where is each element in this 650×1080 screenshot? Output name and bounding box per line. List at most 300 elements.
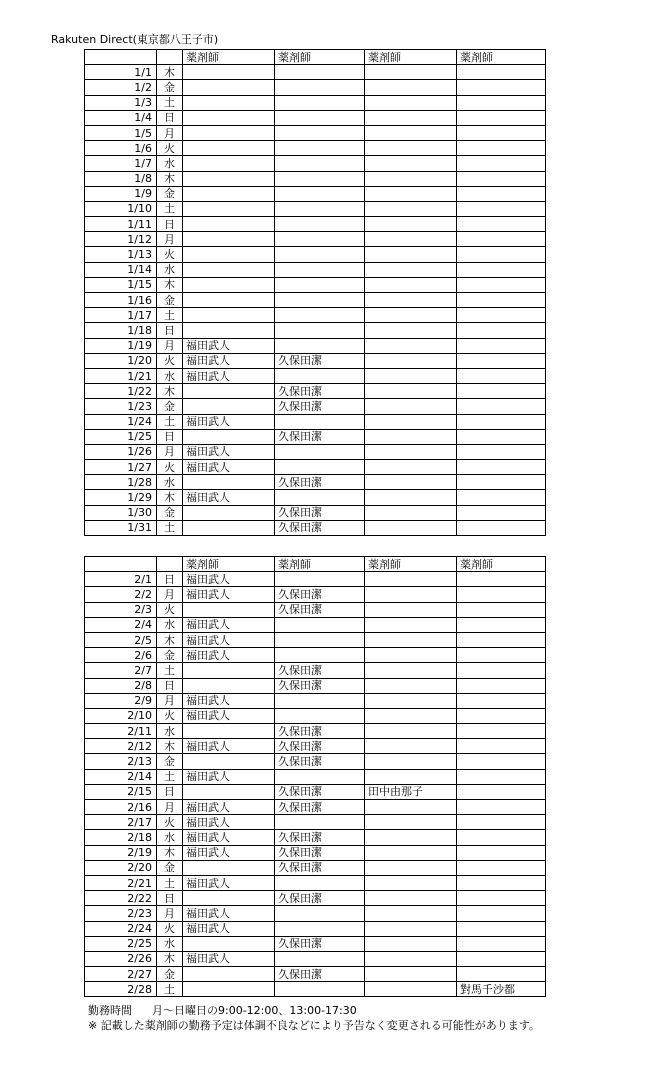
pharmacist-cell [457, 663, 546, 678]
pharmacist-cell [457, 724, 546, 739]
pharmacist-cell [365, 414, 457, 429]
pharmacist-cell [183, 171, 275, 186]
pharmacist-cell [275, 982, 365, 997]
date-cell: 2/1 [85, 572, 157, 587]
pharmacist-cell [365, 505, 457, 520]
pharmacist-cell [183, 724, 275, 739]
pharmacist-cell [365, 906, 457, 921]
date-cell: 2/17 [85, 815, 157, 830]
pharmacist-cell: 福田武人 [183, 617, 275, 632]
date-cell: 1/11 [85, 217, 157, 232]
pharmacist-cell: 久保田潔 [275, 475, 365, 490]
pharmacist-cell [365, 293, 457, 308]
pharmacist-cell: 福田武人 [183, 830, 275, 845]
pharmacist-cell [183, 141, 275, 156]
pharmacist-cell [365, 338, 457, 353]
pharmacist-cell: 福田武人 [183, 845, 275, 860]
date-cell: 2/13 [85, 754, 157, 769]
date-cell: 1/27 [85, 460, 157, 475]
weekday-cell: 土 [157, 982, 183, 997]
pharmacist-cell: 福田武人 [183, 906, 275, 921]
date-cell: 2/4 [85, 617, 157, 632]
schedule-row [85, 875, 546, 890]
pharmacist-cell [457, 967, 546, 982]
schedule-row [85, 444, 546, 459]
weekday-cell: 月 [157, 587, 183, 602]
pharmacist-cell [183, 186, 275, 201]
pharmacist-cell [365, 95, 457, 110]
date-cell: 2/21 [85, 875, 157, 890]
date-cell: 1/22 [85, 384, 157, 399]
pharmacist-cell [275, 201, 365, 216]
working-hours-value: 月～日曜日の9:00-12:00、13:00-17:30 [152, 1004, 357, 1017]
pharmacist-cell [457, 800, 546, 815]
header-pharmacist: 薬剤師 [275, 557, 365, 572]
header-row [85, 50, 546, 65]
date-cell: 2/22 [85, 891, 157, 906]
schedule-row [85, 186, 546, 201]
date-cell: 2/27 [85, 967, 157, 982]
weekday-cell: 日 [157, 217, 183, 232]
pharmacist-cell [365, 617, 457, 632]
pharmacist-cell [183, 429, 275, 444]
pharmacist-cell [275, 247, 365, 262]
date-cell: 1/20 [85, 353, 157, 368]
pharmacist-cell: 田中由那子 [365, 784, 457, 799]
date-cell: 1/13 [85, 247, 157, 262]
pharmacist-cell [275, 65, 365, 80]
date-cell: 1/26 [85, 444, 157, 459]
pharmacist-cell: 福田武人 [183, 444, 275, 459]
schedule-row [85, 262, 546, 277]
pharmacist-cell [275, 232, 365, 247]
pharmacist-cell: 對馬千沙都 [457, 982, 546, 997]
date-cell: 1/25 [85, 429, 157, 444]
pharmacist-cell [183, 95, 275, 110]
pharmacist-cell [183, 891, 275, 906]
date-cell: 1/17 [85, 308, 157, 323]
schedule-row [85, 338, 546, 353]
weekday-cell: 木 [157, 490, 183, 505]
date-cell: 1/3 [85, 95, 157, 110]
pharmacist-cell [275, 460, 365, 475]
weekday-cell: 土 [157, 769, 183, 784]
pharmacist-cell [457, 906, 546, 921]
pharmacist-cell [275, 262, 365, 277]
schedule-row [85, 754, 546, 769]
weekday-cell: 金 [157, 967, 183, 982]
pharmacist-cell [457, 678, 546, 693]
weekday-cell: 火 [157, 815, 183, 830]
pharmacist-cell: 久保田潔 [275, 602, 365, 617]
pharmacist-cell [365, 156, 457, 171]
schedule-row [85, 217, 546, 232]
pharmacist-cell [457, 572, 546, 587]
weekday-cell: 水 [157, 156, 183, 171]
schedule-row [85, 429, 546, 444]
schedule-row [85, 921, 546, 936]
pharmacist-cell [365, 739, 457, 754]
pharmacist-cell: 久保田潔 [275, 399, 365, 414]
weekday-cell: 水 [157, 724, 183, 739]
date-cell: 2/14 [85, 769, 157, 784]
pharmacist-cell: 福田武人 [183, 693, 275, 708]
pharmacist-cell [365, 368, 457, 383]
date-cell: 1/12 [85, 232, 157, 247]
pharmacist-cell [457, 399, 546, 414]
pharmacist-cell [365, 429, 457, 444]
weekday-cell: 火 [157, 141, 183, 156]
pharmacist-cell [365, 800, 457, 815]
pharmacist-cell [183, 860, 275, 875]
pharmacist-cell [183, 247, 275, 262]
pharmacist-cell [183, 293, 275, 308]
pharmacist-cell [457, 784, 546, 799]
date-cell: 1/9 [85, 186, 157, 201]
pharmacist-cell: 福田武人 [183, 414, 275, 429]
weekday-cell: 土 [157, 414, 183, 429]
weekday-cell: 土 [157, 308, 183, 323]
pharmacist-cell [457, 384, 546, 399]
header-pharmacist: 薬剤師 [457, 557, 546, 572]
schedule-row [85, 323, 546, 338]
pharmacist-cell: 久保田潔 [275, 967, 365, 982]
pharmacist-cell [365, 845, 457, 860]
date-cell: 2/7 [85, 663, 157, 678]
pharmacist-cell [457, 293, 546, 308]
date-cell: 2/8 [85, 678, 157, 693]
pharmacist-cell [183, 80, 275, 95]
pharmacist-cell [365, 262, 457, 277]
pharmacist-cell [365, 921, 457, 936]
pharmacist-cell [365, 460, 457, 475]
pharmacist-cell [457, 693, 546, 708]
pharmacist-cell [365, 754, 457, 769]
weekday-cell: 金 [157, 505, 183, 520]
schedule-row [85, 602, 546, 617]
pharmacist-cell [457, 201, 546, 216]
pharmacist-cell: 福田武人 [183, 572, 275, 587]
weekday-cell: 日 [157, 429, 183, 444]
pharmacist-cell [183, 262, 275, 277]
weekday-cell: 月 [157, 444, 183, 459]
date-cell: 1/21 [85, 368, 157, 383]
pharmacist-cell [183, 201, 275, 216]
schedule-row [85, 951, 546, 966]
pharmacist-cell [457, 830, 546, 845]
weekday-cell: 水 [157, 830, 183, 845]
document-title: Rakuten Direct(東京都八王子市) [51, 33, 219, 46]
pharmacist-cell: 久保田潔 [275, 891, 365, 906]
pharmacist-cell [183, 323, 275, 338]
weekday-cell: 日 [157, 891, 183, 906]
schedule-row [85, 739, 546, 754]
pharmacist-cell [275, 769, 365, 784]
schedule-row [85, 247, 546, 262]
pharmacist-cell [365, 982, 457, 997]
schedule-row [85, 80, 546, 95]
schedule-row [85, 141, 546, 156]
date-cell: 1/23 [85, 399, 157, 414]
working-hours-label: 勤務時間 [88, 1004, 132, 1017]
schedule-row [85, 475, 546, 490]
date-cell: 1/10 [85, 201, 157, 216]
pharmacist-cell [457, 587, 546, 602]
date-cell: 1/31 [85, 520, 157, 535]
pharmacist-cell [457, 247, 546, 262]
weekday-cell: 土 [157, 875, 183, 890]
schedule-row [85, 906, 546, 921]
schedule-row [85, 460, 546, 475]
pharmacist-cell [365, 520, 457, 535]
pharmacist-cell [457, 186, 546, 201]
pharmacist-cell: 久保田潔 [275, 860, 365, 875]
schedule-row [85, 505, 546, 520]
weekday-cell: 水 [157, 936, 183, 951]
weekday-cell: 月 [157, 232, 183, 247]
pharmacist-cell [275, 156, 365, 171]
pharmacist-cell: 福田武人 [183, 739, 275, 754]
pharmacist-cell [275, 95, 365, 110]
pharmacist-cell [275, 815, 365, 830]
pharmacist-cell [183, 784, 275, 799]
header-pharmacist: 薬剤師 [365, 50, 457, 65]
pharmacist-cell: 福田武人 [183, 353, 275, 368]
date-cell: 2/26 [85, 951, 157, 966]
header-blank-cell [85, 557, 157, 572]
pharmacist-cell [183, 475, 275, 490]
weekday-cell: 金 [157, 80, 183, 95]
pharmacist-cell [457, 262, 546, 277]
pharmacist-cell [365, 80, 457, 95]
pharmacist-cell [457, 739, 546, 754]
pharmacist-cell [457, 444, 546, 459]
date-cell: 1/19 [85, 338, 157, 353]
pharmacist-cell [275, 414, 365, 429]
pharmacist-cell [365, 247, 457, 262]
pharmacist-cell [365, 860, 457, 875]
weekday-cell: 水 [157, 262, 183, 277]
header-pharmacist: 薬剤師 [365, 557, 457, 572]
pharmacist-cell [365, 602, 457, 617]
pharmacist-cell [365, 587, 457, 602]
pharmacist-cell: 福田武人 [183, 815, 275, 830]
pharmacist-cell [365, 399, 457, 414]
pharmacist-cell [183, 602, 275, 617]
date-cell: 2/28 [85, 982, 157, 997]
schedule-row [85, 724, 546, 739]
schedule-row [85, 232, 546, 247]
pharmacist-cell [183, 384, 275, 399]
pharmacist-cell [183, 754, 275, 769]
pharmacist-cell [275, 490, 365, 505]
pharmacist-cell [457, 602, 546, 617]
schedule-row [85, 308, 546, 323]
weekday-cell: 金 [157, 186, 183, 201]
weekday-cell: 火 [157, 602, 183, 617]
pharmacist-cell: 久保田潔 [275, 800, 365, 815]
pharmacist-cell [457, 891, 546, 906]
pharmacist-cell: 福田武人 [183, 769, 275, 784]
date-cell: 1/1 [85, 65, 157, 80]
pharmacist-cell [365, 632, 457, 647]
weekday-cell: 金 [157, 293, 183, 308]
weekday-cell: 火 [157, 921, 183, 936]
date-cell: 2/20 [85, 860, 157, 875]
pharmacist-cell [275, 110, 365, 125]
pharmacist-cell [365, 125, 457, 140]
pharmacist-cell: 久保田潔 [275, 678, 365, 693]
date-cell: 2/23 [85, 906, 157, 921]
pharmacist-cell: 久保田潔 [275, 784, 365, 799]
pharmacist-cell: 久保田潔 [275, 520, 365, 535]
pharmacist-cell [457, 936, 546, 951]
pharmacist-cell [365, 572, 457, 587]
schedule-row [85, 490, 546, 505]
pharmacist-cell [275, 875, 365, 890]
date-cell: 2/19 [85, 845, 157, 860]
pharmacist-cell [457, 338, 546, 353]
schedule-row [85, 632, 546, 647]
schedule-row [85, 784, 546, 799]
pharmacist-cell: 福田武人 [183, 460, 275, 475]
schedule-row [85, 800, 546, 815]
working-hours [88, 1004, 357, 1017]
pharmacist-cell [457, 632, 546, 647]
date-cell: 1/6 [85, 141, 157, 156]
schedule-row [85, 95, 546, 110]
header-blank-cell [85, 50, 157, 65]
pharmacist-cell [275, 171, 365, 186]
schedule-row [85, 663, 546, 678]
weekday-cell: 日 [157, 110, 183, 125]
disclaimer-note: ※ 記載した薬剤師の勤務予定は体調不良などにより予告なく変更される可能性があります。 [88, 1019, 540, 1032]
schedule-row [85, 936, 546, 951]
date-cell: 1/5 [85, 125, 157, 140]
pharmacist-cell [365, 353, 457, 368]
schedule-row [85, 368, 546, 383]
pharmacist-cell [275, 921, 365, 936]
pharmacist-cell [365, 708, 457, 723]
pharmacist-cell: 福田武人 [183, 800, 275, 815]
pharmacist-cell [183, 156, 275, 171]
pharmacist-cell [275, 125, 365, 140]
pharmacist-cell [365, 475, 457, 490]
weekday-cell: 木 [157, 739, 183, 754]
date-cell: 1/29 [85, 490, 157, 505]
pharmacist-cell [457, 110, 546, 125]
pharmacist-cell: 福田武人 [183, 632, 275, 647]
pharmacist-cell [457, 875, 546, 890]
pharmacist-cell [275, 708, 365, 723]
date-cell: 1/30 [85, 505, 157, 520]
pharmacist-cell [365, 277, 457, 292]
header-pharmacist: 薬剤師 [183, 557, 275, 572]
schedule-row [85, 693, 546, 708]
weekday-cell: 月 [157, 906, 183, 921]
pharmacist-cell [457, 125, 546, 140]
pharmacist-cell [183, 110, 275, 125]
date-cell: 2/2 [85, 587, 157, 602]
pharmacist-cell [275, 293, 365, 308]
pharmacist-cell: 久保田潔 [275, 754, 365, 769]
pharmacist-cell [365, 217, 457, 232]
pharmacist-cell [365, 308, 457, 323]
schedule-row [85, 967, 546, 982]
date-cell: 1/2 [85, 80, 157, 95]
pharmacist-cell: 久保田潔 [275, 505, 365, 520]
pharmacist-cell [457, 648, 546, 663]
schedule-row [85, 65, 546, 80]
header-row [85, 557, 546, 572]
pharmacist-cell [275, 308, 365, 323]
pharmacist-cell [275, 323, 365, 338]
header-blank-cell [157, 50, 183, 65]
pharmacist-cell [457, 171, 546, 186]
pharmacist-cell [457, 141, 546, 156]
january-schedule-table [84, 49, 546, 536]
schedule-row [85, 708, 546, 723]
date-cell: 2/10 [85, 708, 157, 723]
date-cell: 2/18 [85, 830, 157, 845]
schedule-row [85, 891, 546, 906]
header-pharmacist: 薬剤師 [275, 50, 365, 65]
pharmacist-cell: 久保田潔 [275, 384, 365, 399]
pharmacist-cell [365, 815, 457, 830]
pharmacist-cell [457, 708, 546, 723]
pharmacist-cell [365, 693, 457, 708]
pharmacist-cell: 福田武人 [183, 587, 275, 602]
pharmacist-cell [365, 830, 457, 845]
pharmacist-cell [457, 754, 546, 769]
pharmacist-cell: 久保田潔 [275, 830, 365, 845]
pharmacist-cell [365, 141, 457, 156]
pharmacist-cell [275, 572, 365, 587]
weekday-cell: 日 [157, 572, 183, 587]
pharmacist-cell [457, 95, 546, 110]
schedule-row [85, 520, 546, 535]
pharmacist-cell: 福田武人 [183, 921, 275, 936]
pharmacist-cell [183, 663, 275, 678]
weekday-cell: 日 [157, 323, 183, 338]
pharmacist-cell [457, 617, 546, 632]
schedule-row [85, 678, 546, 693]
pharmacist-cell [275, 632, 365, 647]
pharmacist-cell [365, 65, 457, 80]
schedule-row [85, 845, 546, 860]
date-cell: 2/24 [85, 921, 157, 936]
weekday-cell: 土 [157, 520, 183, 535]
date-cell: 2/25 [85, 936, 157, 951]
schedule-row [85, 815, 546, 830]
pharmacist-cell [275, 693, 365, 708]
weekday-cell: 火 [157, 708, 183, 723]
weekday-cell: 月 [157, 800, 183, 815]
pharmacist-cell [275, 444, 365, 459]
pharmacist-cell [365, 967, 457, 982]
schedule-row [85, 617, 546, 632]
weekday-cell: 木 [157, 277, 183, 292]
date-cell: 1/16 [85, 293, 157, 308]
pharmacist-cell [365, 769, 457, 784]
pharmacist-cell [275, 217, 365, 232]
schedule-row [85, 830, 546, 845]
pharmacist-cell [365, 891, 457, 906]
date-cell: 2/11 [85, 724, 157, 739]
header-pharmacist: 薬剤師 [457, 50, 546, 65]
february-schedule-table [84, 556, 546, 997]
pharmacist-cell [457, 217, 546, 232]
